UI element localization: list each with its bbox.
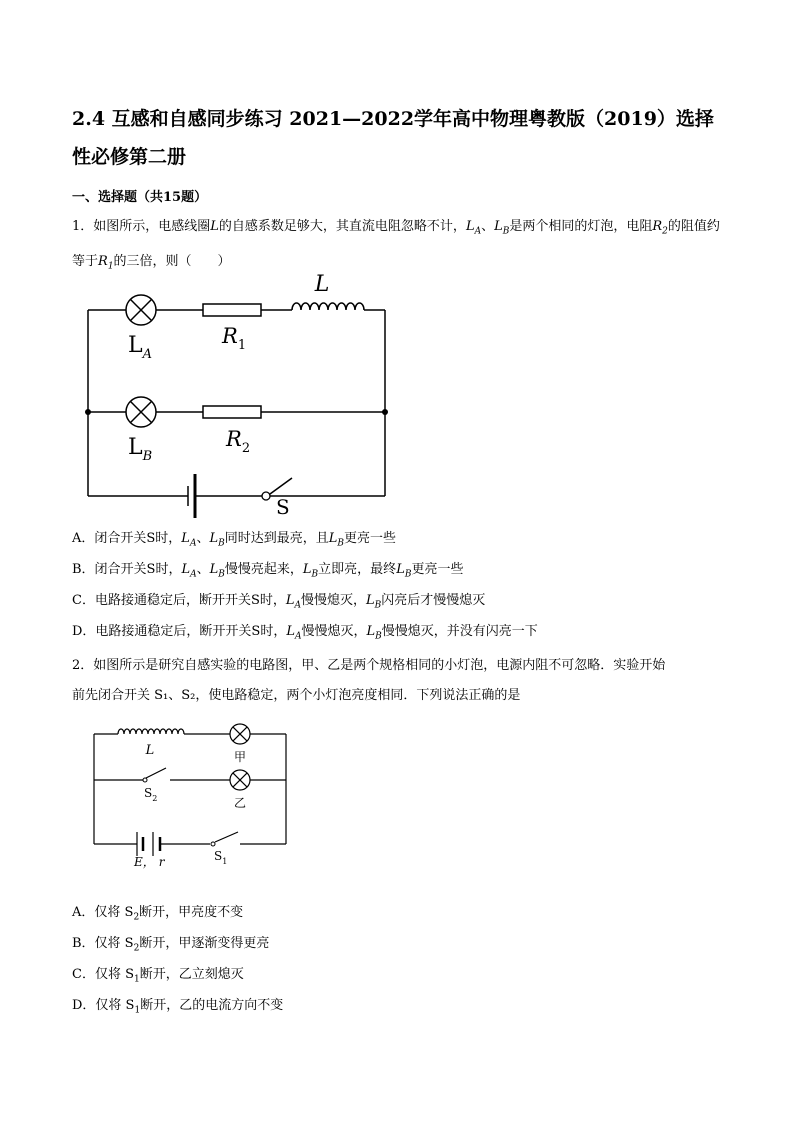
q1-option-b-text-2: 慢慢亮起来， [224, 562, 303, 577]
q1-symbol-r2: R [652, 219, 663, 234]
q1-symbol-l: L [210, 219, 219, 234]
page-title: 2.4 互感和自感同步练习 2021—2022学年高中物理粤教版（2019）选择性必修第二册 [72, 108, 714, 168]
q2-option-d-text-1: D．仅将 S [72, 998, 135, 1013]
q1-option-a-text-1: A．闭合开关S时， [72, 531, 182, 546]
q1-symbol-r2-sub: 2 [662, 226, 668, 237]
q2-option-c-sub: 1 [134, 974, 140, 985]
q1-sep: 、 [481, 219, 495, 234]
q2-option-b-text-2: 断开，甲逐渐变得更亮 [139, 936, 270, 951]
label2-l: L [145, 743, 155, 758]
q2-option-a-text-1: A．仅将 S [72, 905, 134, 920]
q1-option-d: D．电路接通稳定后，断开开关S时，$L_A$慢慢熄灭，$L_B$慢慢熄灭，并没有闪亮一下 [72, 624, 538, 642]
q1-option-d-text-2: 慢慢熄灭， [301, 624, 367, 639]
q1-symbol-la-sub: A [474, 226, 482, 237]
q1-symbol-lb-sub: B [502, 226, 510, 237]
q1-option-c-text-2: 慢慢熄灭， [301, 593, 367, 608]
switch-s2-lever [146, 768, 166, 778]
switch-s2-icon [143, 778, 147, 782]
label-la: $L_A$ [128, 333, 152, 362]
q1-option-c: C．电路接通稳定后，断开开关S时，$L_A$慢慢熄灭，$L_B$闪亮后才慢慢熄灭 [72, 593, 486, 611]
q1-option-a-text-3: 更亮一些 [344, 531, 397, 546]
section-heading: 一、选择题（共15题） [72, 190, 208, 205]
q2-line-1: 2．如图所示是研究自感实验的电路图，甲、乙是两个规格相同的小灯泡，电源内阻不可忽略．实验开始 [72, 658, 666, 673]
label-lb: $L_B$ [128, 435, 153, 464]
q2-option-b-sub: 2 [133, 943, 140, 954]
q1-option-b-text-4: 更亮一些 [411, 562, 464, 577]
q2-option-a [72, 903, 728, 928]
label-s1: $S_1$ [214, 849, 228, 866]
label-l: L [314, 272, 330, 297]
q1-option-b-text-1: B．闭合开关S时， [72, 562, 182, 577]
q1-option-a: A．闭合开关S时，$L_A$、$L_B$同时达到最亮，且$L_B$更亮一些 [72, 531, 397, 549]
label-r1: $R_1$ [222, 324, 247, 353]
q1-option-c-text-3: 闪亮后才慢慢熄灭 [381, 593, 486, 608]
q2-option-c [72, 965, 728, 990]
inductor-l2-icon [118, 729, 184, 734]
q2-option-d-sub: 1 [134, 1005, 141, 1016]
q1-option-b: B．闭合开关S时，$L_A$、$L_B$慢慢亮起来，$L_B$立即亮，最终$L_B$更亮一些 [72, 562, 464, 580]
q1-symbol-r1: R [98, 253, 108, 269]
q1-option-a-text-2: 同时达到最亮，且 [224, 531, 329, 546]
q2-option-b-text-1: B．仅将 S [72, 936, 134, 951]
switch-s1-icon [211, 842, 215, 846]
q1-option-b-text-3: 立即亮，最终 [318, 562, 397, 577]
q2-option-b [72, 934, 728, 959]
label-e-r: E， r [134, 855, 165, 869]
label-yi: 乙 [233, 796, 247, 810]
q1-option-c-text-1: C．电路接通稳定后，断开开关S时， [72, 593, 286, 608]
q1-text-1: 1．如图所示，电感线圈 [72, 219, 211, 234]
q1-symbol-lb: L [494, 219, 503, 234]
q1-symbol-la: L [465, 219, 475, 234]
q1-text-2: 的自感系数足够大，其直流电阻忽略不计， [218, 219, 466, 234]
label-s: S [276, 495, 290, 519]
switch-s1-lever [215, 832, 238, 842]
q1-text-3: 是两个相同的灯泡，电阻 [509, 219, 653, 234]
label-s2: $S_2$ [144, 786, 158, 803]
q2-option-a-text-2: 断开，甲亮度不变 [139, 905, 244, 920]
q1-text-4: 的阻值约等于 [72, 219, 720, 269]
q2-line-2: 前先闭合开关 S₁、S₂，使电路稳定，两个小灯泡亮度相同．下列说法正确的是 [72, 688, 521, 703]
q2-option-c-text-2: 断开，乙立刻熄灭 [139, 967, 244, 982]
q1-option-d-text-1: D．电路接通稳定后，断开开关S时， [72, 624, 287, 639]
q2-option-a-sub: 2 [133, 912, 140, 923]
label-jia: 甲 [233, 750, 247, 764]
q2-option-d-text-2: 断开，乙的电流方向不变 [140, 998, 284, 1013]
q1-option-d-text-3: 慢慢熄灭，并没有闪亮一下 [381, 624, 538, 639]
q2-option-d [72, 996, 728, 1021]
q2-option-c-text-1: C．仅将 S [72, 967, 134, 982]
q1-symbol-r1-sub: 1 [107, 261, 114, 272]
label-r2: $R_2$ [226, 427, 251, 456]
q1-text-5: 的三倍，则（ ） [113, 253, 231, 269]
